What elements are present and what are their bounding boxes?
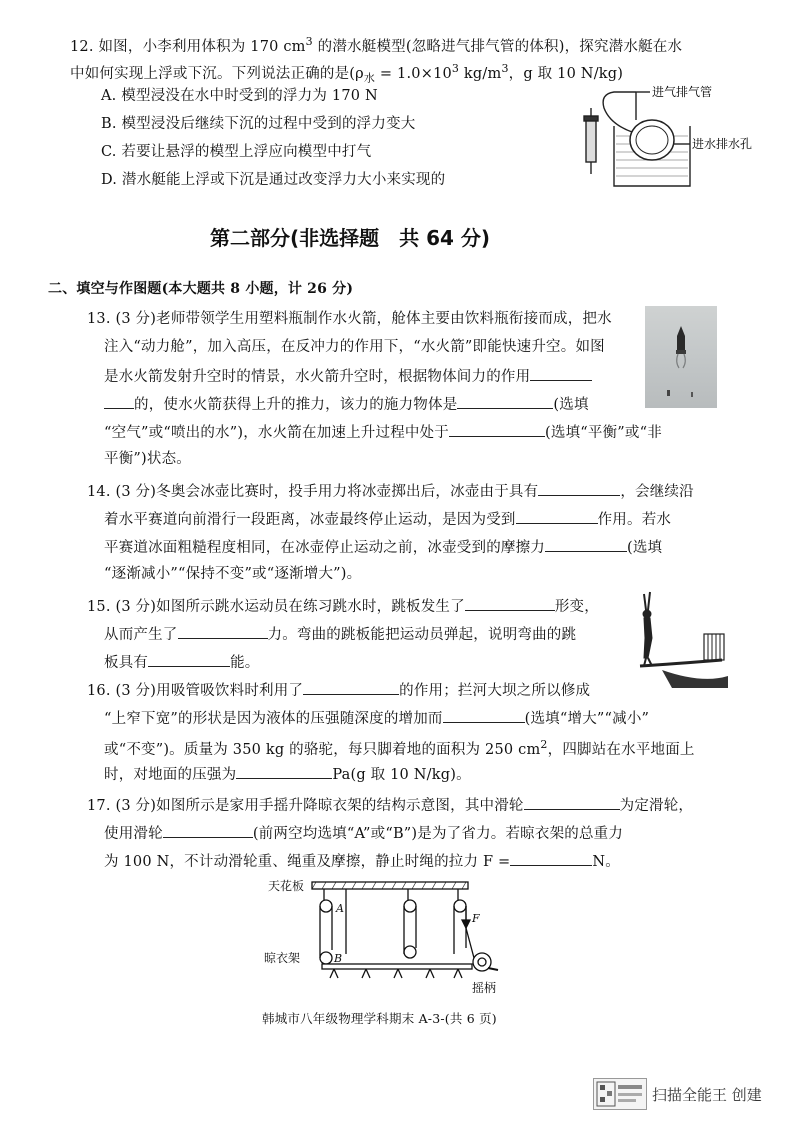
q12-line-1: 12. 如图，小李利用体积为 170 $cm^3$ 的潜水艇模型(忽略进气排气管的体积)，探究潜水艇在水 <box>70 35 683 55</box>
q13-line-1: 13. (3 分)老师带领学生用塑料瓶制作水火箭，舱体主要由饮料瓶衔接而成，把水 <box>87 311 612 327</box>
answer-blank[interactable] <box>148 652 230 667</box>
q12-line-2: 中如何实现上浮或下沉。下列说法正确的是($\rho_水 = 1.0\times 10^3$ $kg/m^3$，g 取 10 N/kg) <box>70 62 624 85</box>
label-hole: 进水排水孔 <box>692 137 753 151</box>
answer-blank[interactable] <box>303 680 399 695</box>
q16-line-2: “上窄下宽”的形状是因为液体的压强随深度的增加而 (选填“增大”“减小” <box>104 708 649 728</box>
q16-line-1: 16. (3 分)用吸管吸饮料时利用了 的作用；拦河大坝之所以修成 <box>87 680 590 700</box>
q17-line-1: 17. (3 分)如图所示是家用手摇升降晾衣架的结构示意图，其中滑轮 为定滑轮， <box>87 795 693 815</box>
answer-blank[interactable] <box>530 366 592 381</box>
q12-option-a: A. 模型浸没在水中时受到的浮力为 170 N <box>101 88 378 104</box>
answer-blank[interactable] <box>510 851 592 866</box>
answer-blank[interactable] <box>465 596 555 611</box>
water-rocket-photo <box>645 306 717 408</box>
q17-line-3: 为 100 N，不计动滑轮重、绳重及摩擦，静止时绳的拉力 F = N。 <box>104 851 620 871</box>
label-rack: 晾衣架 <box>264 951 301 965</box>
answer-blank[interactable] <box>163 823 253 838</box>
q16-line-4: 时，对地面的压强为 Pa(g 取 10 N/kg)。 <box>104 764 471 784</box>
label-tube: 进气排气管 <box>652 85 713 99</box>
q16-line-3: 或“不变”)。质量为 350 kg 的骆驼，每只脚着地的面积为 250 $cm^2$，四脚站在水平地面上 <box>104 738 695 758</box>
section2-title: 二、填空与作图题(本大题共 8 小题，计 26 分) <box>48 281 354 297</box>
label-pulley-b: B <box>334 952 343 965</box>
clothes-rack-figure <box>262 876 532 998</box>
page-footer: 韩城市八年级物理学科期末 A-3-(共 6 页) <box>262 1011 497 1026</box>
answer-blank[interactable] <box>443 708 525 723</box>
q15-line-1: 15. (3 分)如图所示跳水运动员在练习跳水时，跳板发生了 形变， <box>87 596 599 616</box>
answer-blank[interactable] <box>104 394 134 409</box>
q12-option-b: B. 模型浸没后继续下沉的过程中受到的浮力变大 <box>101 116 416 132</box>
scanner-logo <box>593 1078 647 1110</box>
q13-line-2: 注入“动力舱”，加入高压，在反冲力的作用下，“水火箭”即能快速升空。如图 <box>104 339 605 355</box>
q15-line-2: 从而产生了 力。弯曲的跳板能把运动员弹起，说明弯曲的跳 <box>104 624 576 644</box>
label-pulley-a: A <box>336 902 344 915</box>
answer-blank[interactable] <box>449 422 545 437</box>
q12-option-c: C. 若要让悬浮的模型上浮应向模型中打气 <box>101 144 372 160</box>
answer-blank[interactable] <box>545 537 627 552</box>
watermark-text: 扫描全能王 创建 <box>652 1086 762 1104</box>
label-ceiling: 天花板 <box>268 879 305 893</box>
q14-line-1: 14. (3 分)冬奥会冰壶比赛时，投手用力将冰壶掷出后，冰壶由于具有 ，会继续沿 <box>87 481 694 501</box>
submarine-figure <box>570 82 753 192</box>
q13-line-5: “空气”或“喷出的水”)，水火箭在加速上升过程中处于 (选填“平衡”或“非 <box>104 422 662 442</box>
label-force-f: F <box>472 912 480 925</box>
answer-blank[interactable] <box>236 764 332 779</box>
answer-blank[interactable] <box>516 509 598 524</box>
answer-blank[interactable] <box>524 795 620 810</box>
q15-line-3: 板具有 能。 <box>104 652 260 672</box>
q14-line-4: “逐渐减小”“保持不变”或“逐渐增大”)。 <box>104 566 362 582</box>
q14-line-3: 平赛道冰面粗糙程度相同，在冰壶停止运动之前，冰壶受到的摩擦力 (选填 <box>104 537 662 557</box>
q13-line-3: 是水火箭发射升空时的情景，水火箭升空时，根据物体间力的作用 <box>104 366 592 386</box>
q12-option-d: D. 潜水艇能上浮或下沉是通过改变浮力大小来实现的 <box>101 172 446 188</box>
q17-line-2: 使用滑轮 (前两空均选填“A”或“B”)是为了省力。若晾衣架的总重力 <box>104 823 623 843</box>
answer-blank[interactable] <box>178 624 268 639</box>
answer-blank[interactable] <box>457 394 553 409</box>
label-crank: 摇柄 <box>472 981 497 995</box>
part2-title: 第二部分(非选择题 共 64 分) <box>210 226 491 250</box>
q13-line-6: 平衡”)状态。 <box>104 451 191 467</box>
answer-blank[interactable] <box>538 481 620 496</box>
q13-line-4: 的，使水火箭获得上升的推力，该力的施力物体是 (选填 <box>104 394 589 414</box>
diver-figure <box>632 588 732 688</box>
q14-line-2: 着水平赛道向前滑行一段距离，冰壶最终停止运动，是因为受到 作用。若水 <box>104 509 671 529</box>
